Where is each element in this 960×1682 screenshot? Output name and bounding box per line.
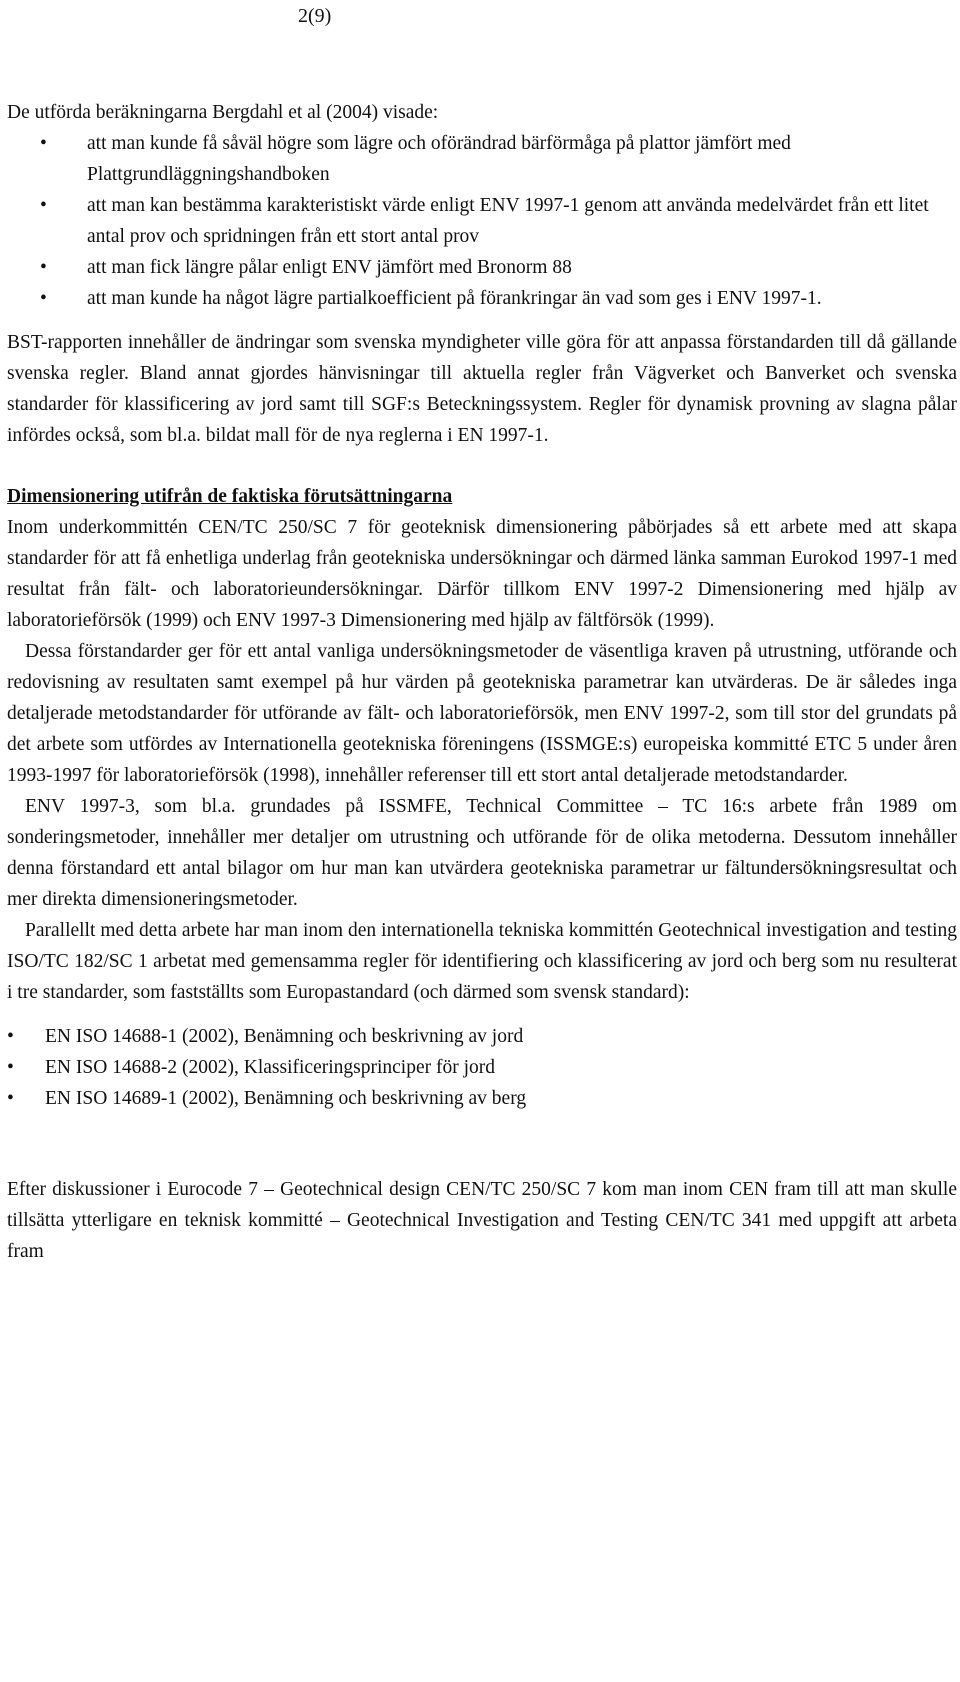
intro-line: De utförda beräkningarna Bergdahl et al (2004) visade: — [7, 102, 439, 123]
paragraph: Parallellt med detta arbete har man inom den internationella tekniska kommittén Geotechnical investigation and testing ISO/TC 182/SC 1 arbetat med gemensamma regler för identifiering och klassificering av jord och berg som nu resulterat i tre standarder, som fastställts som Europastandard (och därmed som svensk standard): — [7, 920, 957, 1003]
paragraph: Inom underkommittén CEN/TC 250/SC 7 för geoteknisk dimensionering påbörjades så ett arbete med att skapa standarder för att få enhetliga underlag från geotekniska undersökningar och därmed länka samman Eurokod 1997-1 med resultat från fält- och laboratorieundersökningar. Därför tillkom ENV 1997-2 Dimensionering med hjälp av laboratorieförsök (1999) och ENV 1997-3 Dimensionering med hjälp av fältförsök (1999). — [7, 517, 957, 631]
paragraph: ENV 1997-3, som bl.a. grundades på ISSMFE, Technical Committee – TC 16:s arbete från 1989 om sonderingsmetoder, innehåller mer detaljer om utrustning och utförande för de olika metoderna. Dessutom innehåller denna förstandard ett antal bilagor om hur man kan utvärdera geotekniska parametrar ur fältundersökningsresultat och mer direkta dimensioneringsmetoder. — [7, 796, 957, 910]
bullet-icon: • — [7, 1057, 14, 1078]
list-item-text: EN ISO 14689-1 (2002), Benämning och beskrivning av berg — [45, 1088, 527, 1109]
list-item-text: EN ISO 14688-1 (2002), Benämning och beskrivning av jord — [45, 1026, 524, 1047]
document-body — [7, 97, 957, 1267]
list-item — [7, 252, 957, 283]
page-number: 2(9) — [298, 5, 332, 27]
list-item — [7, 1083, 957, 1114]
bullet-icon: • — [40, 133, 47, 154]
list-item-text: EN ISO 14688-2 (2002), Klassificeringsprinciper för jord — [45, 1057, 496, 1078]
list-item-text: att man kunde ha något lägre partialkoefficient på förankringar än vad som ges i ENV 1997-1. — [87, 288, 822, 309]
list-item — [7, 283, 957, 314]
list-item-text: att man kunde få såväl högre som lägre och oförändrad bärförmåga på plattor jämfört med Plattgrundläggningshandboken — [87, 133, 791, 185]
bullet-icon: • — [40, 195, 47, 216]
paragraph-final: Efter diskussioner i Eurocode 7 – Geotechnical design CEN/TC 250/SC 7 kom man inom CEN fram till att man skulle tillsätta ytterligare en teknisk kommitté – Geotechnical Investigation and Testing CEN/TC 341 med uppgift att arbeta fram — [7, 1179, 957, 1262]
list-item — [7, 128, 957, 190]
section-heading: Dimensionering utifrån de faktiska förutsättningarna — [7, 486, 453, 507]
bullet-icon: • — [7, 1026, 14, 1047]
list-item — [7, 1021, 957, 1052]
bullet-icon: • — [40, 288, 47, 309]
paragraph: Dessa förstandarder ger för ett antal vanliga undersökningsmetoder de väsentliga kraven på utrustning, utförande och redovisning av resultaten samt exempel på hur värden på geotekniska parametrar kan utvärderas. De är således inga detaljerade metodstandarder för utförande av fält- och laboratorieförsök, men ENV 1997-2, som till stor del grundats på det arbete som utfördes av Internationella geotekniska föreningens (ISSMGE:s) europeiska kommitté ETC 5 under åren 1993-1997 för laboratorieförsök (1998), innehåller referenser till ett stort antal detaljerade metodstandarder. — [7, 641, 957, 786]
bullet-icon: • — [40, 257, 47, 278]
bullet-list-standards — [7, 1021, 957, 1114]
list-item-text: att man fick längre pålar enligt ENV jämfört med Bronorm 88 — [87, 257, 572, 278]
paragraph-bst: BST-rapporten innehåller de ändringar som svenska myndigheter ville göra för att anpassa förstandarden till då gällande svenska regler. Bland annat gjordes hänvisningar till aktuella regler från Vägverket och Banverket och svenska standarder för klassificering av jord samt till SGF:s Beteckningssystem. Regler för dynamisk provning av slagna pålar infördes också, som bl.a. bildat mall för de nya reglerna i EN 1997-1. — [7, 332, 957, 446]
list-item — [7, 1052, 957, 1083]
bullet-icon: • — [7, 1088, 14, 1109]
list-item-text: att man kan bestämma karakteristiskt värde enligt ENV 1997-1 genom att använda medelvärdet från ett litet antal prov och spridningen från ett stort antal prov — [87, 195, 929, 247]
bullet-list-results — [7, 128, 957, 314]
list-item — [7, 190, 957, 252]
